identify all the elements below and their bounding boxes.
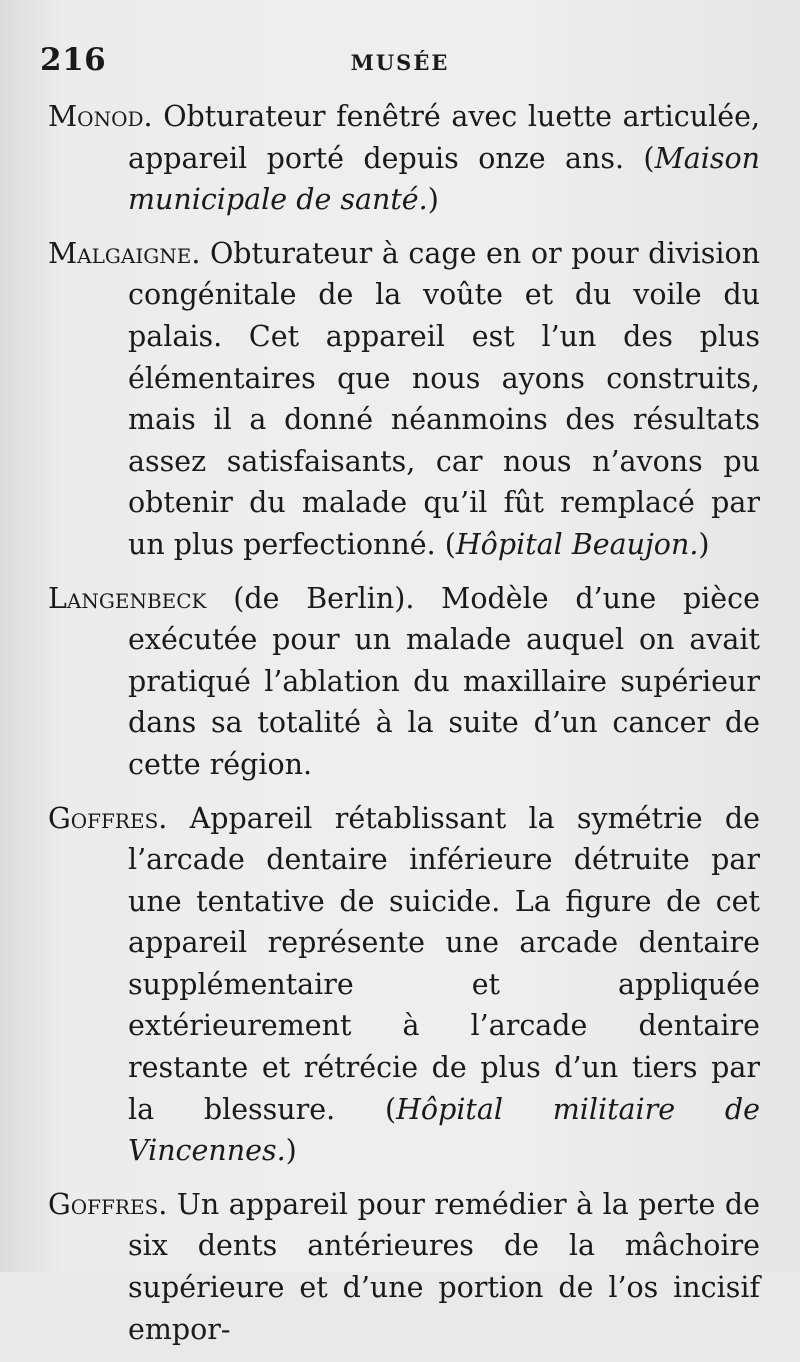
entry-author: Malgaigne [48, 236, 192, 270]
entry-closing: ) [285, 1134, 297, 1168]
catalogue-entry-goffres-1 [48, 798, 760, 1172]
entry-description: . Appareil rétablissant la symétrie de l’arcade dentaire inférieure détruite par une tentative de suicide. La figure de cet appareil représente une arcade dentaire supplémentaire et appliquée extérieurement à l’arcade dentaire restante et rétrécie de plus d’un tiers par la blessure. ( [128, 801, 760, 1126]
entry-author: Monod [48, 100, 144, 133]
entry-location: Hôpital militaire de Vincennes. [128, 1092, 760, 1168]
entry-author: Goffres [48, 1187, 159, 1221]
entry-location: Maison municipale de santé. [128, 141, 760, 217]
entry-description: (de Berlin). Modèle d’une pièce exécutée pour un malade auquel on avait pratiqué l’ablation du maxillaire supérieur dans sa totalité à la suite d’un cancer de cette région. [128, 581, 760, 781]
running-head: MUSÉE [350, 50, 450, 75]
entry-author: Goffres [48, 801, 159, 835]
entry-location: Hôpital Beaujon. [455, 527, 699, 561]
entry-description: . Un appareil pour remédier à la perte de six dents antérieures de la mâchoire supérieure et d’une portion de l’os incisif empor- [128, 1187, 760, 1346]
entry-description: . Obturateur fenêtré avec luette articulée, appareil porté depuis onze ans. ( [128, 100, 760, 175]
catalogue-entry-malgaigne [48, 233, 760, 566]
entry-description: . Obturateur à cage en or pour division congénitale de la voûte et du voile du palais. Cet appareil est l’un des plus élémentaires que nous ayons construits, mais il a donné néanmoins des résultats assez satisfaisants, car nous n’avons pu obtenir du malade qu’il fût remplacé par un plus perfectionné. ( [128, 236, 760, 561]
catalogue-entry-goffres-2 [48, 1184, 760, 1350]
entry-author: Langenbeck [48, 581, 207, 615]
page-number: 216 [40, 42, 107, 78]
entry-closing: ) [698, 527, 710, 561]
entry-closing: ) [427, 183, 439, 217]
page-header [40, 42, 760, 82]
catalogue-entry-monod [48, 96, 760, 221]
catalogue-entry-langenbeck [48, 578, 760, 786]
catalogue-entries [48, 96, 760, 1362]
